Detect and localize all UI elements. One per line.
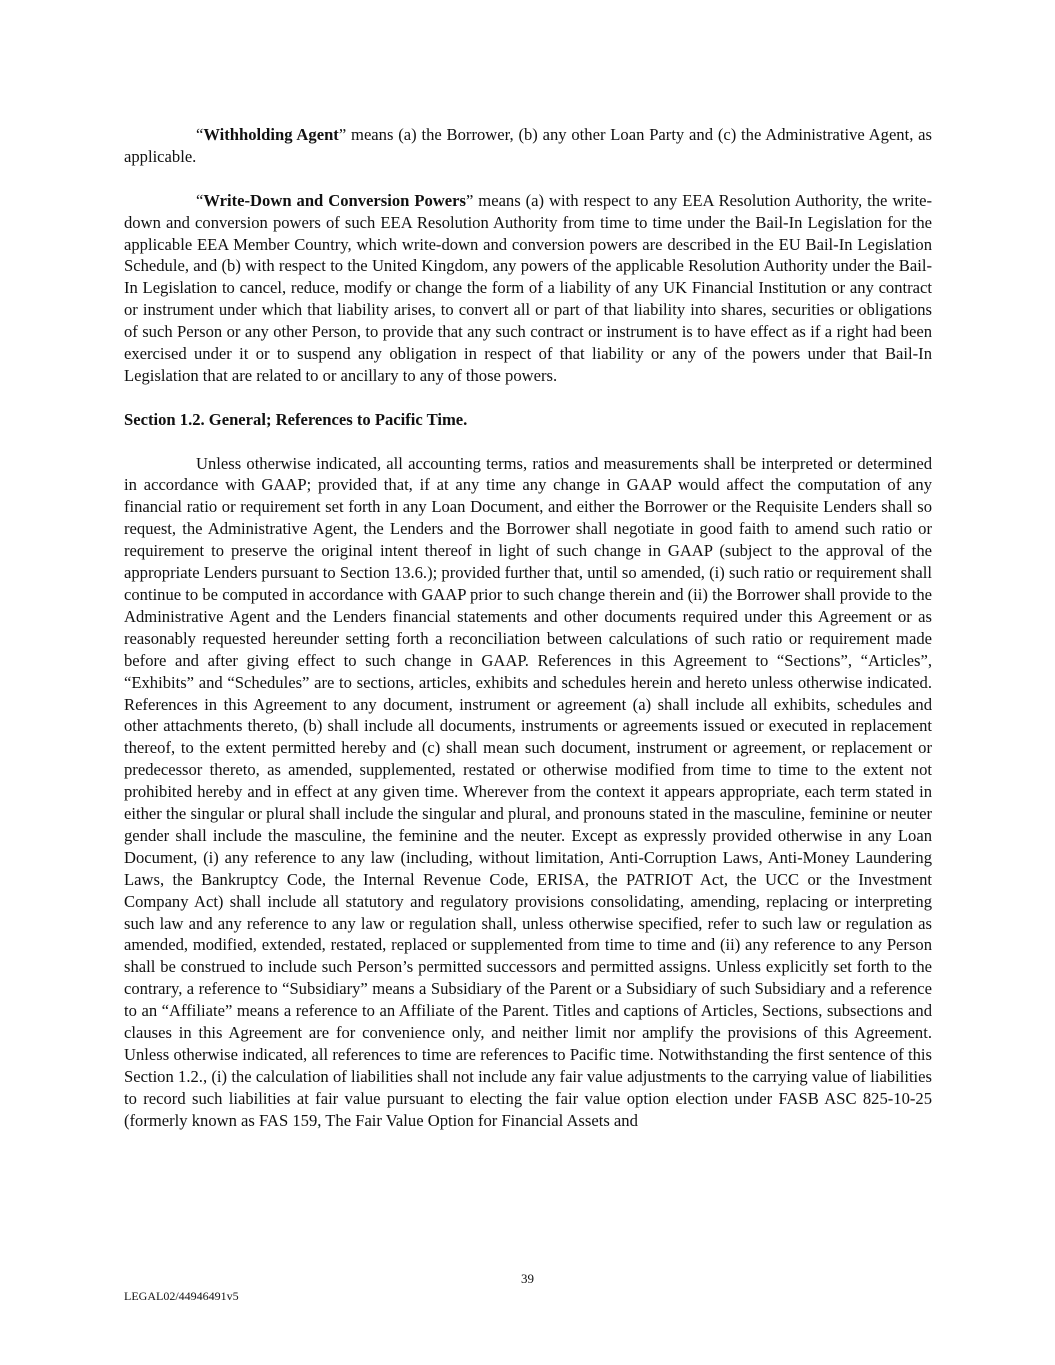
definition-text: means (a) with respect to any EEA Resolution Authority, the write-down and conversion powers of such EEA Resolution Authority from time to time under the Bail-In Legislation for the applicable EEA Member Country, which write-down and conversion powers are described in the EU Bail-In Legislation Schedule, and (b) with respect to the United Kingdom, any powers of the applicable Resolution Authority under the Bail-In Legislation to cancel, reduce, modify or change the form of a liability of any UK Financial Institution or any contract or instrument under which that liability arises, to convert all or part of that liability into shares, securities or obligations of such Person or any other Person, to provide that any such contract or instrument is to have effect as if a right had been exercised under it or to suspend any obligation in respect of that liability or any of the powers under that Bail-In Legislation that are related to or ancillary to any of those powers.: [124, 190, 932, 385]
section-heading: Section 1.2. General; References to Pacific Time.: [124, 409, 468, 429]
defined-term: Withholding Agent: [203, 125, 339, 144]
section-body: Unless otherwise indicated, all accounting terms, ratios and measurements shall be interpreted or determined in accordance with GAAP; provided that, if at any time any change in GAAP would affect the computation of any financial ratio or requirement set forth in any Loan Document, and either the Borrower or the Requisite Lenders shall so request, the Administrative Agent, the Lenders and the Borrower shall negotiate in good faith to amend such ratio or requirement to preserve the original intent thereof in light of such change in GAAP (subject to the approval of the appropriate Lenders pursuant to Section 13.6.); provided further that, until so amended, (i) such ratio or requirement shall continue to be computed in accordance with GAAP prior to such change therein and (ii) the Borrower shall provide to the Administrative Agent and the Lenders financial statements and other documents required under this Agreement or as reasonably requested hereunder setting forth a reconciliation between calculations of such ratio or requirement made before and after giving effect to such change in GAAP. References in this Agreement to “Sections”, “Articles”, “Exhibits” and “Schedules” are to sections, articles, exhibits and schedules herein and hereto unless otherwise indicated. References in this Agreement to any document, instrument or agreement (a) shall include all exhibits, schedules and other attachments thereto, (b) shall include all documents, instruments or agreements issued or executed in replacement thereof, to the extent permitted hereby and (c) shall mean such document, instrument or agreement, or replacement or predecessor thereto, as amended, supplemented, restated or otherwise modified from time to time to the extent not prohibited hereby and in effect at any given time. Wherever from the context it appears appropriate, each term stated in either the singular or plural shall include the singular and plural, and pronouns stated in the masculine, feminine or neuter gender shall include the masculine, the feminine and the neuter. Except as expressly provided otherwise in any Loan Document, (i) any reference to any law (including, without limitation, Anti-Corruption Laws, Anti-Money Laundering Laws, the Bankruptcy Code, the Internal Revenue Code, ERISA, the PATRIOT Act, the UCC or the Investment Company Act) shall include all statutory and regulatory provisions consolidating, amending, replacing or interpreting such law and any reference to any law or regulation shall, unless otherwise specified, refer to such law or regulation as amended, modified, extended, restated, replaced or supplemented from time to time and (ii) any reference to any Person shall be construed to include such Person’s permitted successors and permitted assigns. Unless explicitly set forth to the contrary, a reference to “Subsidiary” means a Subsidiary of the Parent or a Subsidiary of such Subsidiary and a reference to an “Affiliate” means a reference to an Affiliate of the Parent. Titles and captions of Articles, Sections, subsections and clauses in this Agreement are for convenience only, and neither limit nor amplify the provisions of this Agreement. Unless otherwise indicated, all references to time are references to Pacific time. Notwithstanding the first sentence of this Section 1.2., (i) the calculation of liabilities shall not include any fair value adjustments to the carrying value of liabilities to record such liabilities at fair value pursuant to electing the fair value option election under FASB ASC 825-10-25 (formerly known as FAS 159, The Fair Value Option for Financial Assets and: [124, 453, 932, 1130]
document-id: LEGAL02/44946491v5: [124, 1289, 239, 1303]
defined-term: Write-Down and Conversion Powers: [203, 190, 466, 210]
close-quote: ”: [465, 190, 474, 210]
close-quote: ”: [338, 125, 347, 144]
definition-write-down-and-conversion-powers: [124, 190, 932, 387]
paragraph-spacer: [124, 168, 932, 190]
page-number: 39: [521, 1271, 534, 1286]
definition-text: means (a) the Borrower, (b) any other Loan Party and (c) the Administrative Agent, as applicable.: [124, 125, 932, 166]
open-quote: “: [196, 125, 204, 144]
document-page: [124, 124, 932, 1132]
paragraph-spacer: [124, 431, 932, 453]
open-quote: “: [196, 190, 204, 210]
paragraph-spacer: [124, 387, 932, 409]
definition-withholding-agent: [124, 124, 932, 168]
